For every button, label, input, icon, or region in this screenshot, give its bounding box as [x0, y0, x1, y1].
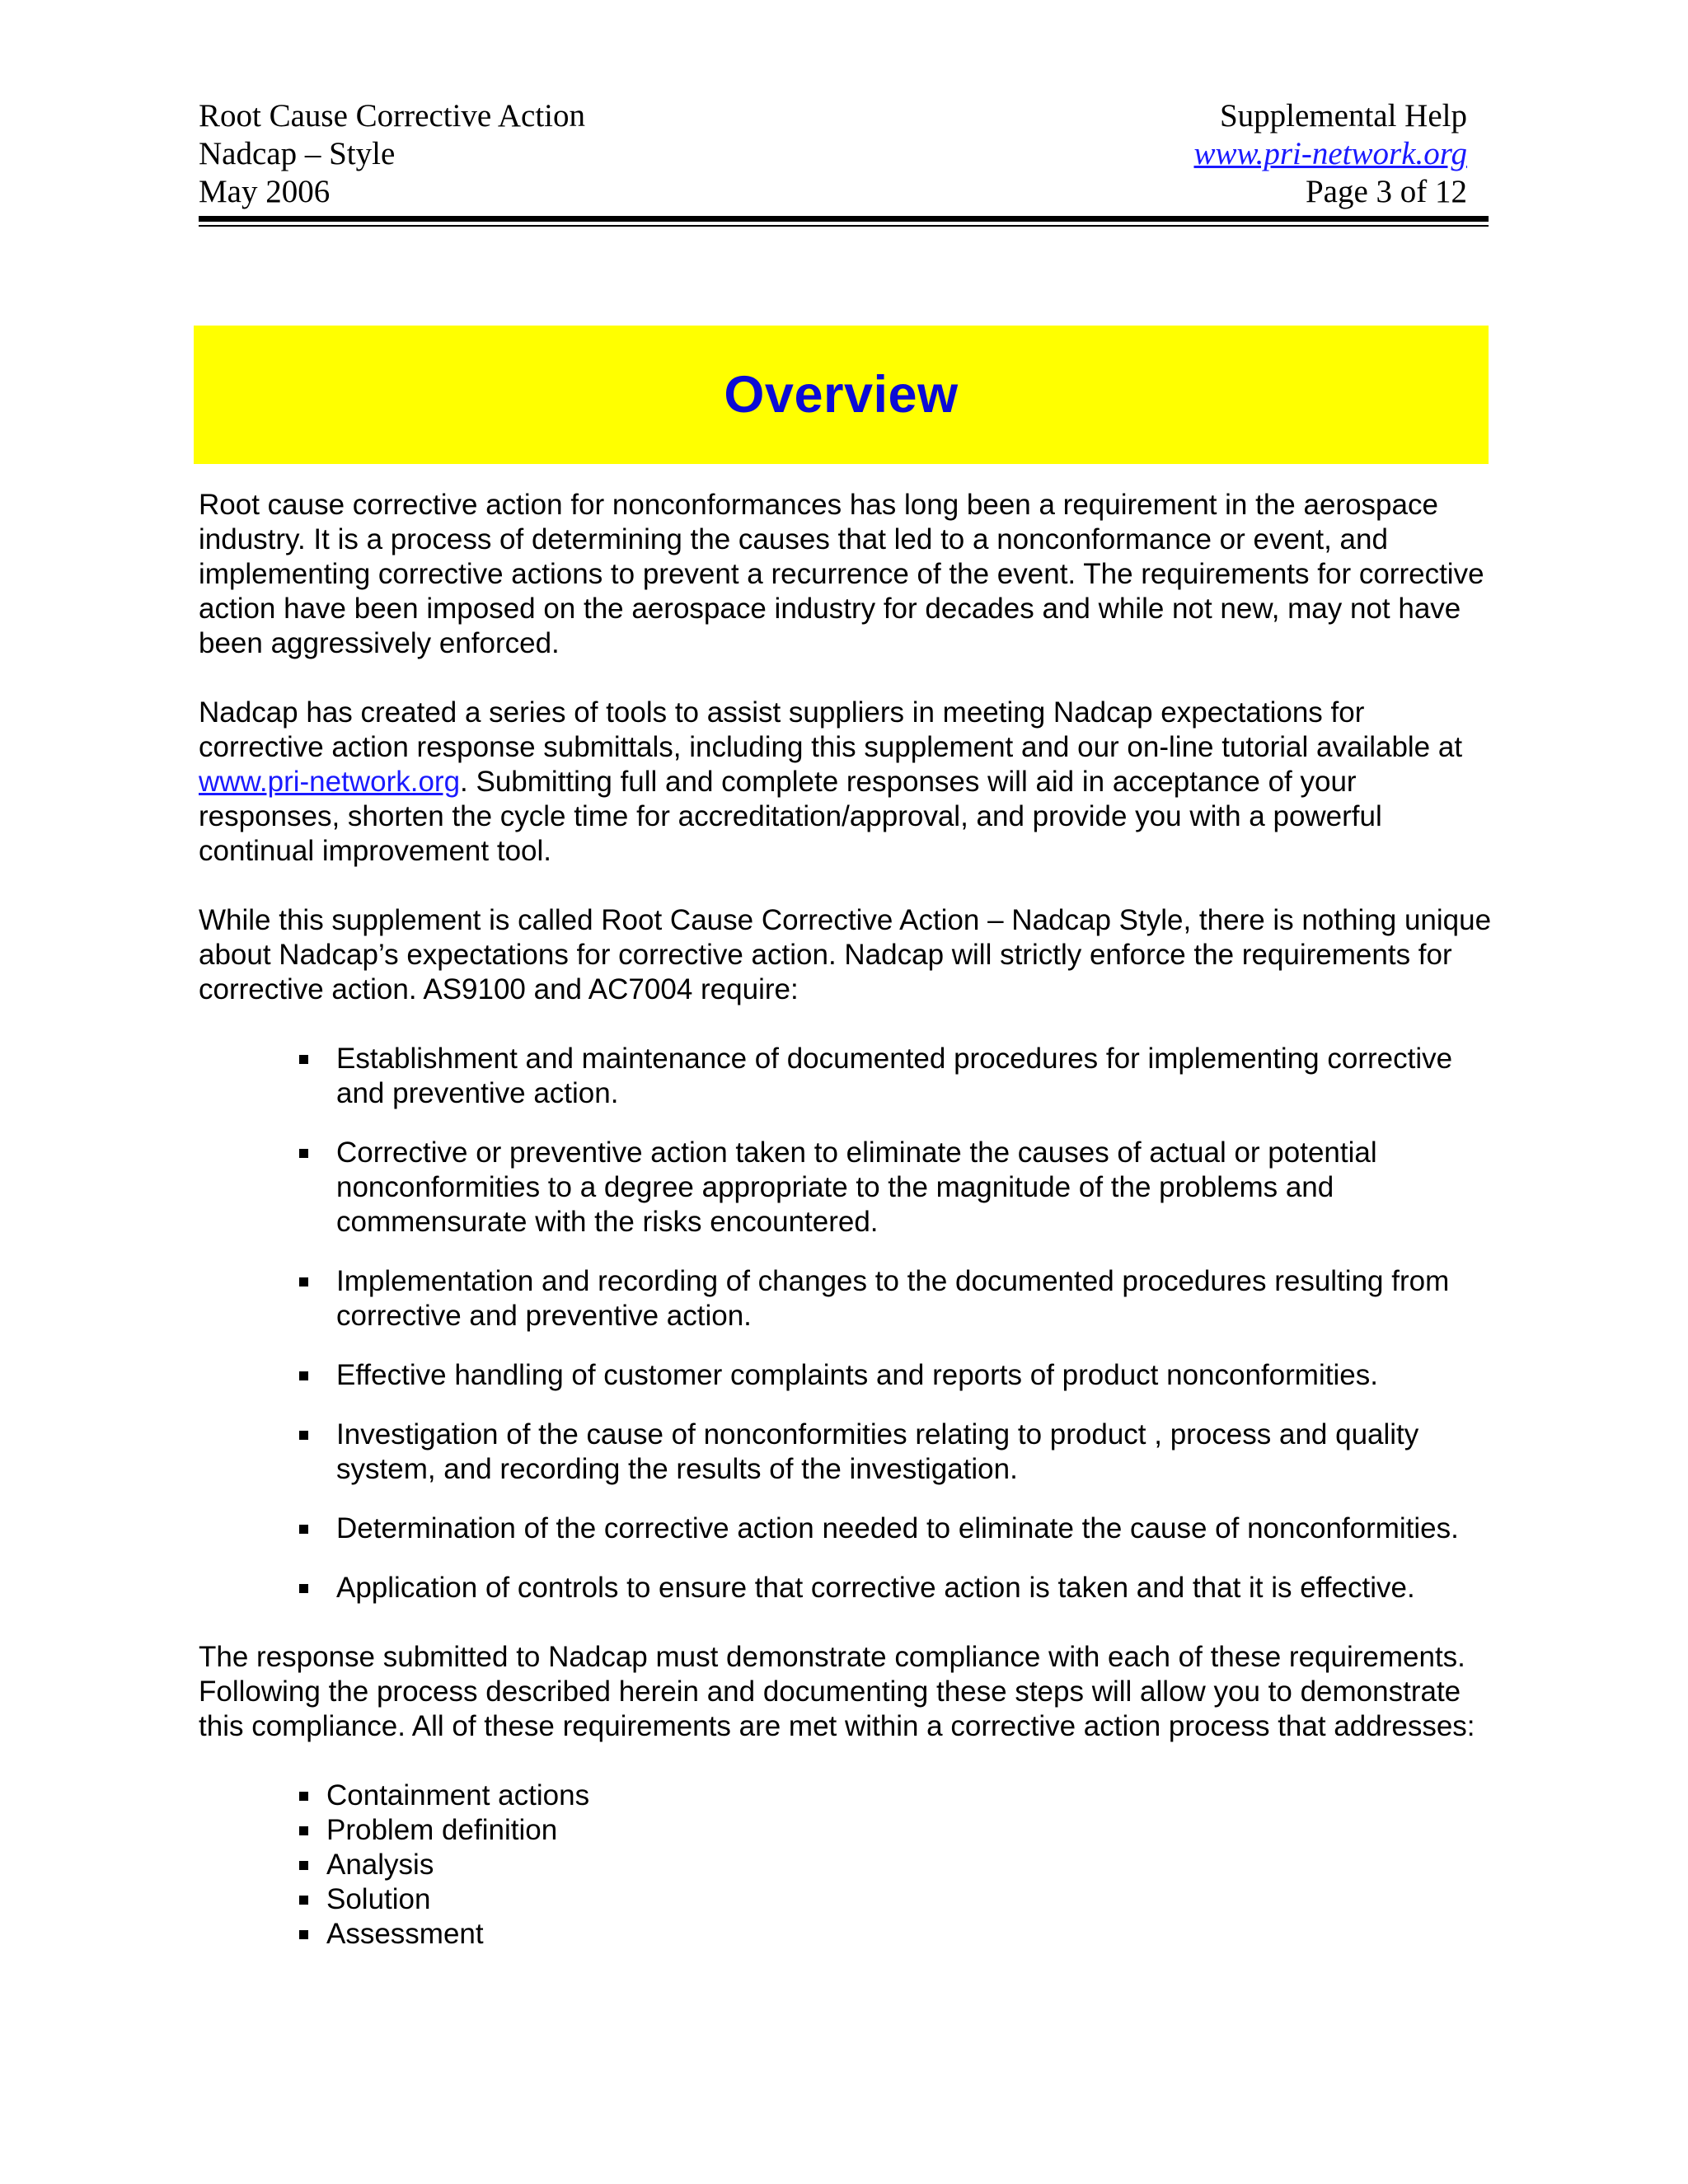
bullet-icon: [299, 1371, 308, 1380]
header-right-block: [1193, 97, 1467, 211]
paragraph-requirements-intro: While this supplement is called Root Cause Corrective Action – Nadcap Style, there is nothing unique about Nadcap’s expectations for corrective action. Nadcap will strictly enforce the requirements for corrective action. AS9100 and AC7004 require:: [199, 904, 1492, 1005]
requirement-text: Corrective or preventive action taken to eliminate the causes of actual or potential nonconformities to a degree appropriate to the magnitude of the problems and commensurate with the risks encountered.: [336, 1137, 1377, 1238]
requirement-text: Implementation and recording of changes to the documented procedures resulting from corrective and preventive action.: [336, 1265, 1450, 1332]
list-item: [199, 1813, 1493, 1848]
section-title: Overview: [724, 366, 959, 424]
bullet-icon: [299, 1055, 308, 1064]
list-item: [199, 1917, 1493, 1952]
bullet-icon: [299, 1861, 308, 1870]
requirement-text: Establishment and maintenance of documented procedures for implementing corrective and preventive action.: [336, 1043, 1453, 1109]
document-body: [199, 488, 1493, 1952]
list-item: [199, 1511, 1493, 1546]
bullet-icon: [299, 1896, 308, 1905]
bullet-icon: [299, 1149, 308, 1158]
header-document-subtitle: Nadcap – Style: [199, 136, 396, 171]
header-divider-thick: [199, 216, 1489, 222]
header-divider-thin: [199, 225, 1489, 227]
list-item: [199, 1264, 1493, 1333]
list-item: [199, 1042, 1493, 1111]
list-item: [199, 1136, 1493, 1240]
list-item: [199, 1418, 1493, 1487]
list-item: [199, 1848, 1493, 1882]
process-step-text: Assessment: [326, 1918, 484, 1950]
requirement-text: Effective handling of customer complaints and reports of product nonconformities.: [336, 1359, 1378, 1391]
paragraph-tools-text-start: Nadcap has created a series of tools to assist suppliers in meeting Nadcap expectations for corrective action response submittals, including this supplement and our on-line tutorial available at: [199, 696, 1463, 763]
requirement-text: Application of controls to ensure that corrective action is taken and that it is effective.: [336, 1572, 1415, 1604]
process-step-text: Analysis: [326, 1849, 434, 1881]
header-supplemental-help: Supplemental Help: [1219, 98, 1467, 134]
header-page-number: Page 3 of 12: [1305, 174, 1467, 209]
bullet-icon: [299, 1431, 308, 1440]
paragraph-tools: [199, 696, 1493, 869]
list-item: [199, 1358, 1493, 1393]
header-left-block: [199, 97, 585, 211]
body-website-link[interactable]: www.pri-network.org: [199, 766, 461, 798]
process-steps-list: [199, 1779, 1493, 1952]
bullet-icon: [299, 1792, 308, 1801]
bullet-icon: [299, 1525, 308, 1534]
header-website-link[interactable]: www.pri-network.org: [1193, 136, 1467, 171]
header-document-date: May 2006: [199, 174, 331, 209]
bullet-icon: [299, 1584, 308, 1593]
process-step-text: Solution: [326, 1883, 431, 1915]
bullet-icon: [299, 1930, 308, 1939]
list-item: [199, 1571, 1493, 1605]
list-item: [199, 1882, 1493, 1917]
requirement-text: Investigation of the cause of nonconformities relating to product , process and quality system, and recording the results of the investigation.: [336, 1418, 1419, 1485]
header-document-title: Root Cause Corrective Action: [199, 98, 585, 134]
bullet-icon: [299, 1826, 308, 1835]
paragraph-tools-text-end: . Submitting full and complete responses will aid in acceptance of your responses, shorten the cycle time for accreditation/approval, and provide you with a powerful continual improvement tool.: [199, 766, 1382, 867]
process-step-text: Problem definition: [326, 1814, 558, 1846]
paragraph-compliance: The response submitted to Nadcap must demonstrate compliance with each of these requirements. Following the process described herein and documenting these steps will allow you to demonstrate this compliance. All of these requirements are met within a corrective action process that addresses:: [199, 1641, 1475, 1742]
paragraph-intro: Root cause corrective action for nonconformances has long been a requirement in the aerospace industry. It is a process of determining the causes that led to a nonconformance or event, and implementing corrective actions to prevent a recurrence of the event. The requirements for corrective action have been imposed on the aerospace industry for decades and while not new, may not have been aggressively enforced.: [199, 489, 1484, 659]
bullet-icon: [299, 1277, 308, 1286]
requirements-list: [199, 1042, 1493, 1605]
process-step-text: Containment actions: [326, 1779, 590, 1811]
requirement-text: Determination of the corrective action needed to eliminate the cause of nonconformities.: [336, 1512, 1459, 1544]
overview-banner: [194, 326, 1489, 464]
list-item: [199, 1779, 1493, 1813]
